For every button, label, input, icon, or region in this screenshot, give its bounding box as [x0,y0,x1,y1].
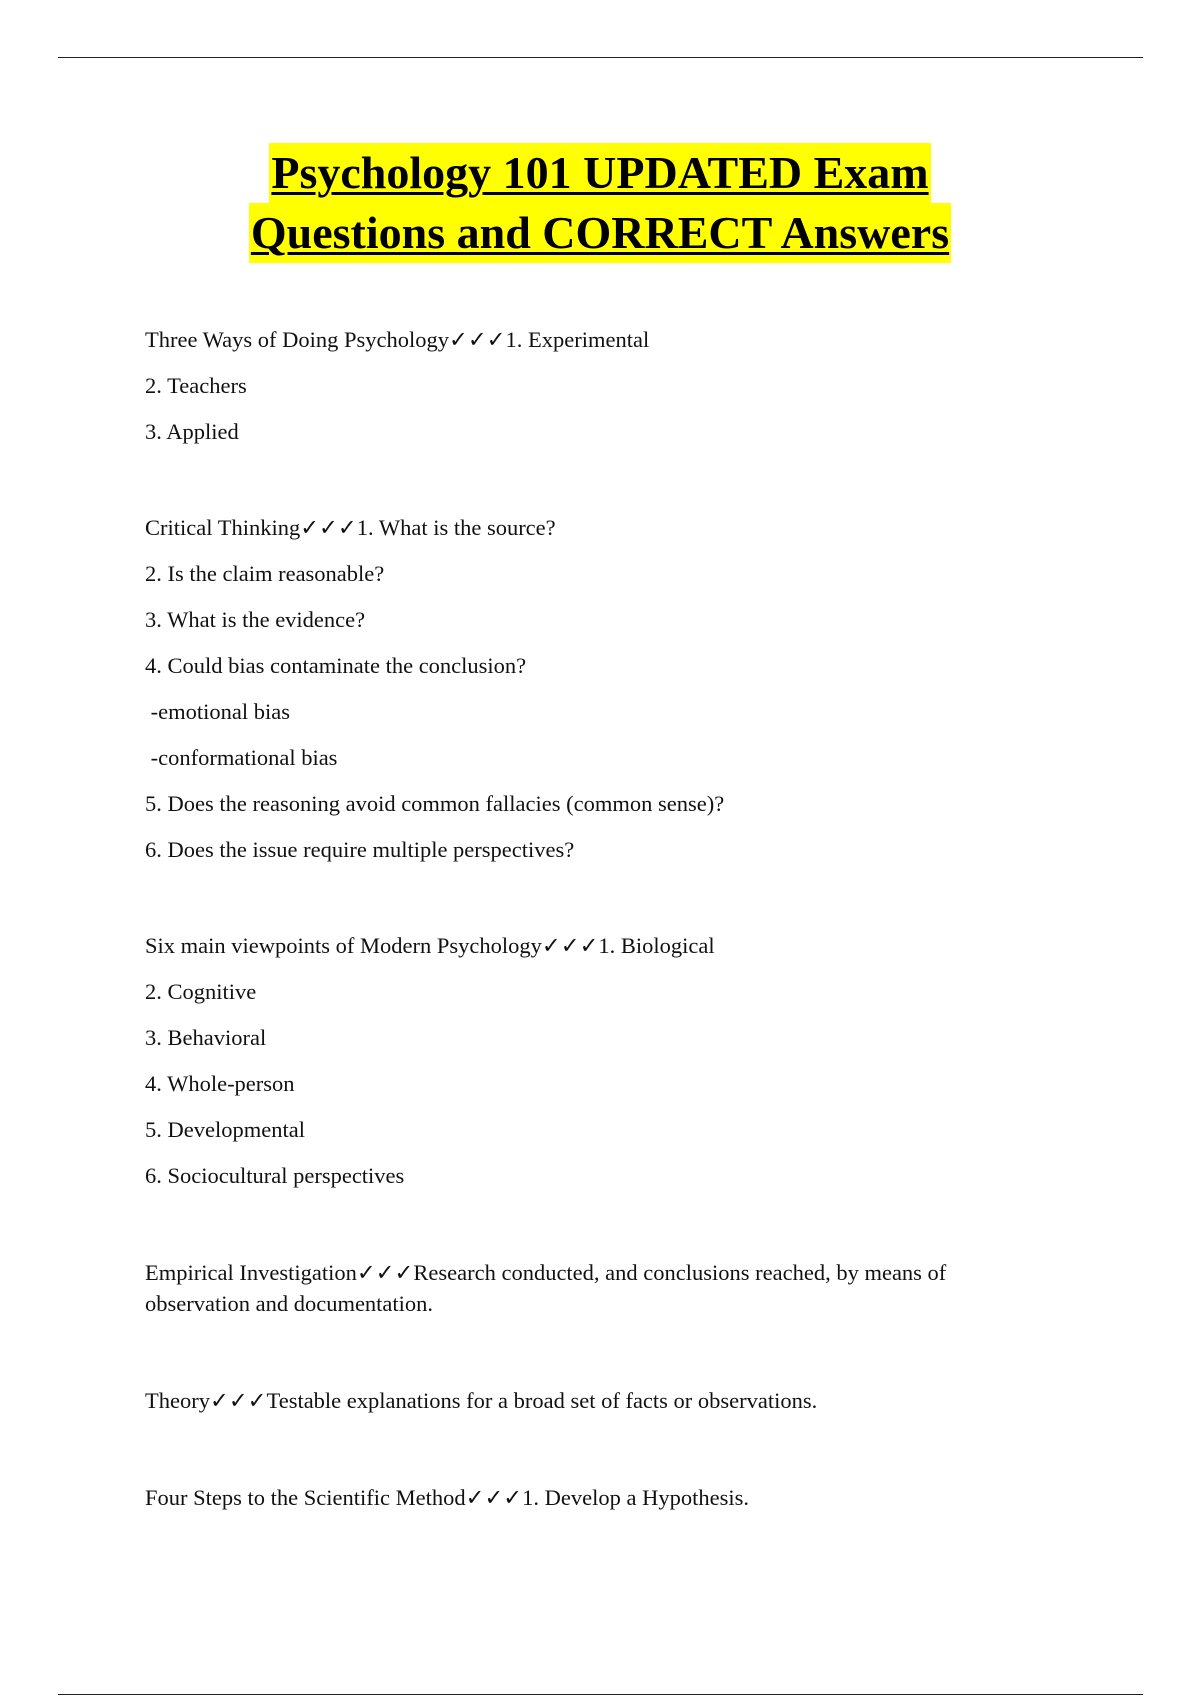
qa-answer-line: 4. Whole-person [145,1071,295,1096]
qa-answer-line: 2. Teachers [145,373,247,398]
title-line-2: Questions and CORRECT Answers [249,203,951,263]
qa-item-three-ways [145,325,1025,447]
qa-answer-line: 5. Developmental [145,1117,305,1142]
qa-answer-line: -emotional bias [145,699,290,724]
footer-rule [58,1694,1143,1695]
qa-content [145,325,1025,1579]
qa-answer-line: 6. Sociocultural perspectives [145,1163,405,1188]
qa-question-line: Six main viewpoints of Modern Psychology✓✓✓1. Biological [145,933,715,958]
header-rule [58,57,1143,58]
qa-paragraph: Theory✓✓✓Testable explanations for a broad set of facts or observations. [145,1388,818,1413]
qa-item-critical-thinking [145,513,1025,865]
qa-paragraph: Four Steps to the Scientific Method✓✓✓1. Develop a Hypothesis. [145,1485,749,1510]
qa-answer-line: 3. What is the evidence? [145,607,366,632]
qa-item-empirical-investigation [145,1257,1025,1319]
document-title [0,143,1200,263]
qa-question-line: Three Ways of Doing Psychology✓✓✓1. Experimental [145,327,650,352]
qa-answer-line: 2. Cognitive [145,979,257,1004]
qa-paragraph: Empirical Investigation✓✓✓Research conducted, and conclusions reached, by means of observation and documentation. [145,1260,947,1316]
qa-item-theory [145,1385,1025,1416]
qa-answer-line: 5. Does the reasoning avoid common fallacies (common sense)? [145,791,725,816]
qa-answer-line: 3. Behavioral [145,1025,267,1050]
qa-question-line: Critical Thinking✓✓✓1. What is the source? [145,515,556,540]
qa-item-scientific-method [145,1482,1025,1513]
qa-answer-line: 3. Applied [145,419,239,444]
qa-answer-line: -conformational bias [145,745,338,770]
qa-item-six-viewpoints [145,931,1025,1191]
qa-answer-line: 4. Could bias contaminate the conclusion? [145,653,527,678]
title-line-1: Psychology 101 UPDATED Exam [269,143,930,203]
qa-answer-line: 2. Is the claim reasonable? [145,561,385,586]
qa-answer-line: 6. Does the issue require multiple perspectives? [145,837,575,862]
